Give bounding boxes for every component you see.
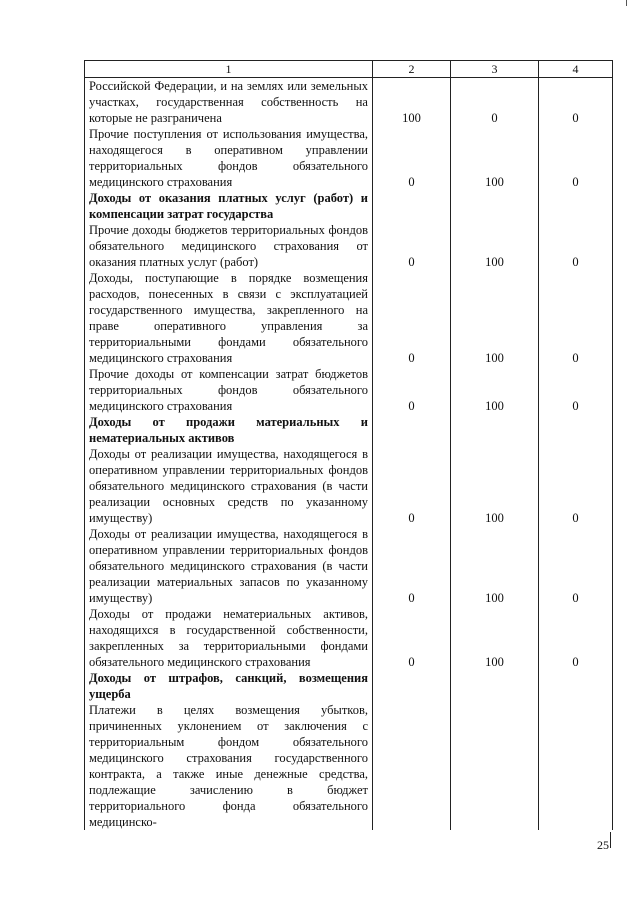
row-value-col3: 100 (451, 222, 539, 270)
row-value-col3: 100 (451, 526, 539, 606)
table-row (85, 446, 613, 526)
page-number: 25 (597, 838, 609, 852)
row-value-col2: 0 (373, 222, 451, 270)
section-heading: Доходы от штрафов, санкций, возмещения ущерба (85, 670, 373, 702)
row-value-col4: 0 (539, 270, 613, 366)
row-value-col2 (373, 190, 451, 222)
row-value-col3: 100 (451, 606, 539, 670)
row-description: Доходы от реализации имущества, находящегося в оперативном управлении территориальных фондов обязательного медицинского страхования (в части реализации материальных запасов по указанному имуществу) (85, 526, 373, 606)
table-body (85, 78, 613, 831)
row-value-col4: 0 (539, 446, 613, 526)
row-value-col4: 0 (539, 222, 613, 270)
row-value-col4: 0 (539, 126, 613, 190)
row-value-col2 (373, 670, 451, 702)
row-description: Доходы от реализации имущества, находящегося в оперативном управлении территориальных фондов обязательного медицинского страхования (в части реализации основных средств по указанному имуществу) (85, 446, 373, 526)
row-value-col3 (451, 190, 539, 222)
row-value-col2: 0 (373, 126, 451, 190)
table-row (85, 702, 613, 830)
table-row (85, 222, 613, 270)
table-row (85, 606, 613, 670)
section-heading-row (85, 670, 613, 702)
row-value-col2 (373, 414, 451, 446)
row-value-col2: 0 (373, 270, 451, 366)
row-value-col3: 100 (451, 270, 539, 366)
table-row (85, 78, 613, 127)
row-value-col3: 0 (451, 78, 539, 127)
row-value-col4 (539, 414, 613, 446)
row-value-col3: 100 (451, 446, 539, 526)
row-description: Прочие поступления от использования имущества, находящегося в оперативном управлении территориальных фондов обязательного медицинского страхования (85, 126, 373, 190)
section-heading: Доходы от продажи материальных и нематериальных активов (85, 414, 373, 446)
row-description: Российской Федерации, и на землях или земельных участках, государственная собственность на которые не разграничена (85, 78, 373, 127)
row-value-col4 (539, 702, 613, 830)
row-value-col3: 100 (451, 126, 539, 190)
row-value-col2: 0 (373, 366, 451, 414)
column-header-3: 3 (451, 61, 539, 78)
row-description: Доходы, поступающие в порядке возмещения расходов, понесенных в связи с эксплуатацией государственного имущества, закрепленного на праве оперативного управления за территориальными фондами обязательного медицинского страхования (85, 270, 373, 366)
row-value-col2: 0 (373, 526, 451, 606)
scan-mark (626, 0, 627, 6)
row-description: Прочие доходы бюджетов территориальных фондов обязательного медицинского страхования от оказания платных услуг (работ) (85, 222, 373, 270)
row-value-col3 (451, 414, 539, 446)
row-description: Прочие доходы от компенсации затрат бюджетов территориальных фондов обязательного медицинского страхования (85, 366, 373, 414)
row-value-col4: 0 (539, 78, 613, 127)
section-heading-row (85, 190, 613, 222)
row-value-col4: 0 (539, 366, 613, 414)
row-value-col3 (451, 702, 539, 830)
row-value-col2: 100 (373, 78, 451, 127)
row-value-col2: 0 (373, 606, 451, 670)
section-heading: Доходы от оказания платных услуг (работ) и компенсации затрат государства (85, 190, 373, 222)
row-value-col2 (373, 702, 451, 830)
row-value-col4: 0 (539, 526, 613, 606)
row-value-col4 (539, 670, 613, 702)
row-description: Платежи в целях возмещения убытков, причиненных уклонением от заключения с территориальным фондом обязательного медицинского страхования государственного контракта, а также иные денежные средства, подлежащие зачислению в бюджет территориального фонда обязательного медицинско- (85, 702, 373, 830)
table-row (85, 270, 613, 366)
row-value-col3: 100 (451, 366, 539, 414)
table-row (85, 366, 613, 414)
section-heading-row (85, 414, 613, 446)
table-header-row (85, 61, 613, 78)
row-value-col4: 0 (539, 606, 613, 670)
margin-mark (610, 832, 611, 848)
row-value-col4 (539, 190, 613, 222)
row-value-col3 (451, 670, 539, 702)
table-row (85, 526, 613, 606)
table-row (85, 126, 613, 190)
row-value-col2: 0 (373, 446, 451, 526)
revenue-table (84, 60, 613, 830)
row-description: Доходы от продажи нематериальных активов, находящихся в государственной собственности, закрепленных за территориальными фондами обязательного медицинского страхования (85, 606, 373, 670)
column-header-4: 4 (539, 61, 613, 78)
column-header-2: 2 (373, 61, 451, 78)
column-header-1: 1 (85, 61, 373, 78)
